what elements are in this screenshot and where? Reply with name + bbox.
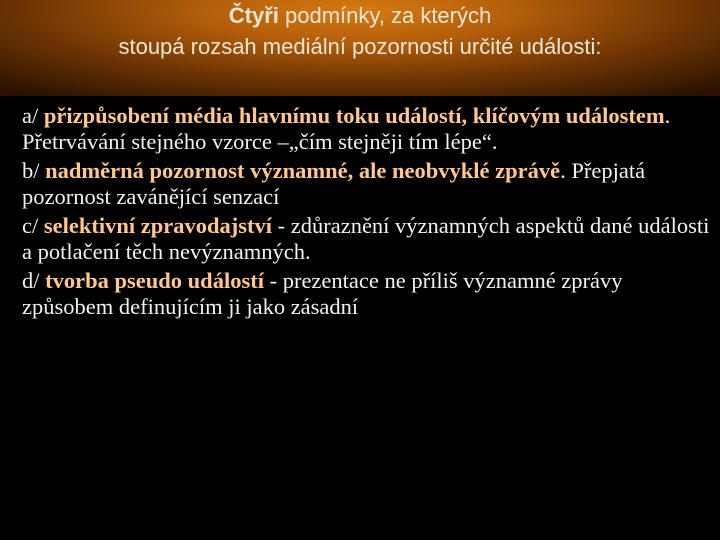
title-line-1-rest: podmínky, za kterých	[278, 3, 492, 28]
item-text: - prezentace ne příliš významné zprávy způsobem definujícím ji jako zásadní	[22, 268, 623, 319]
item-prefix: d/	[22, 268, 46, 293]
list-item-d	[22, 268, 712, 320]
slide-title	[0, 0, 720, 62]
item-text: . Přetrvávání stejného vzorce –„čím stejněji tím lépe“.	[22, 103, 671, 154]
item-highlight: přizpůsobení média hlavnímu toku událostí, klíčovým událostem	[43, 103, 665, 128]
item-prefix: a/	[22, 103, 44, 128]
title-banner	[0, 0, 720, 96]
item-text: . Přepjatá pozornost zavánějící senzací	[22, 158, 646, 209]
list-item-c	[22, 213, 712, 265]
item-text: - zdůraznění významných aspektů dané události a potlačení těch nevýznamných.	[22, 213, 710, 264]
title-line-1	[0, 0, 720, 31]
item-highlight: nadměrná pozornost významné, ale neobvyklé zprávě	[45, 158, 561, 183]
item-highlight: tvorba pseudo událostí	[45, 268, 264, 293]
item-highlight: selektivní zpravodajství	[43, 213, 272, 238]
slide-body	[22, 103, 712, 323]
list-item-b	[22, 158, 712, 210]
title-line-2: stoupá rozsah mediální pozornosti určité události:	[118, 34, 602, 59]
list-item-a	[22, 103, 712, 155]
item-prefix: b/	[22, 158, 46, 183]
title-bold-word: Čtyři	[228, 3, 279, 28]
item-prefix: c/	[22, 213, 44, 238]
